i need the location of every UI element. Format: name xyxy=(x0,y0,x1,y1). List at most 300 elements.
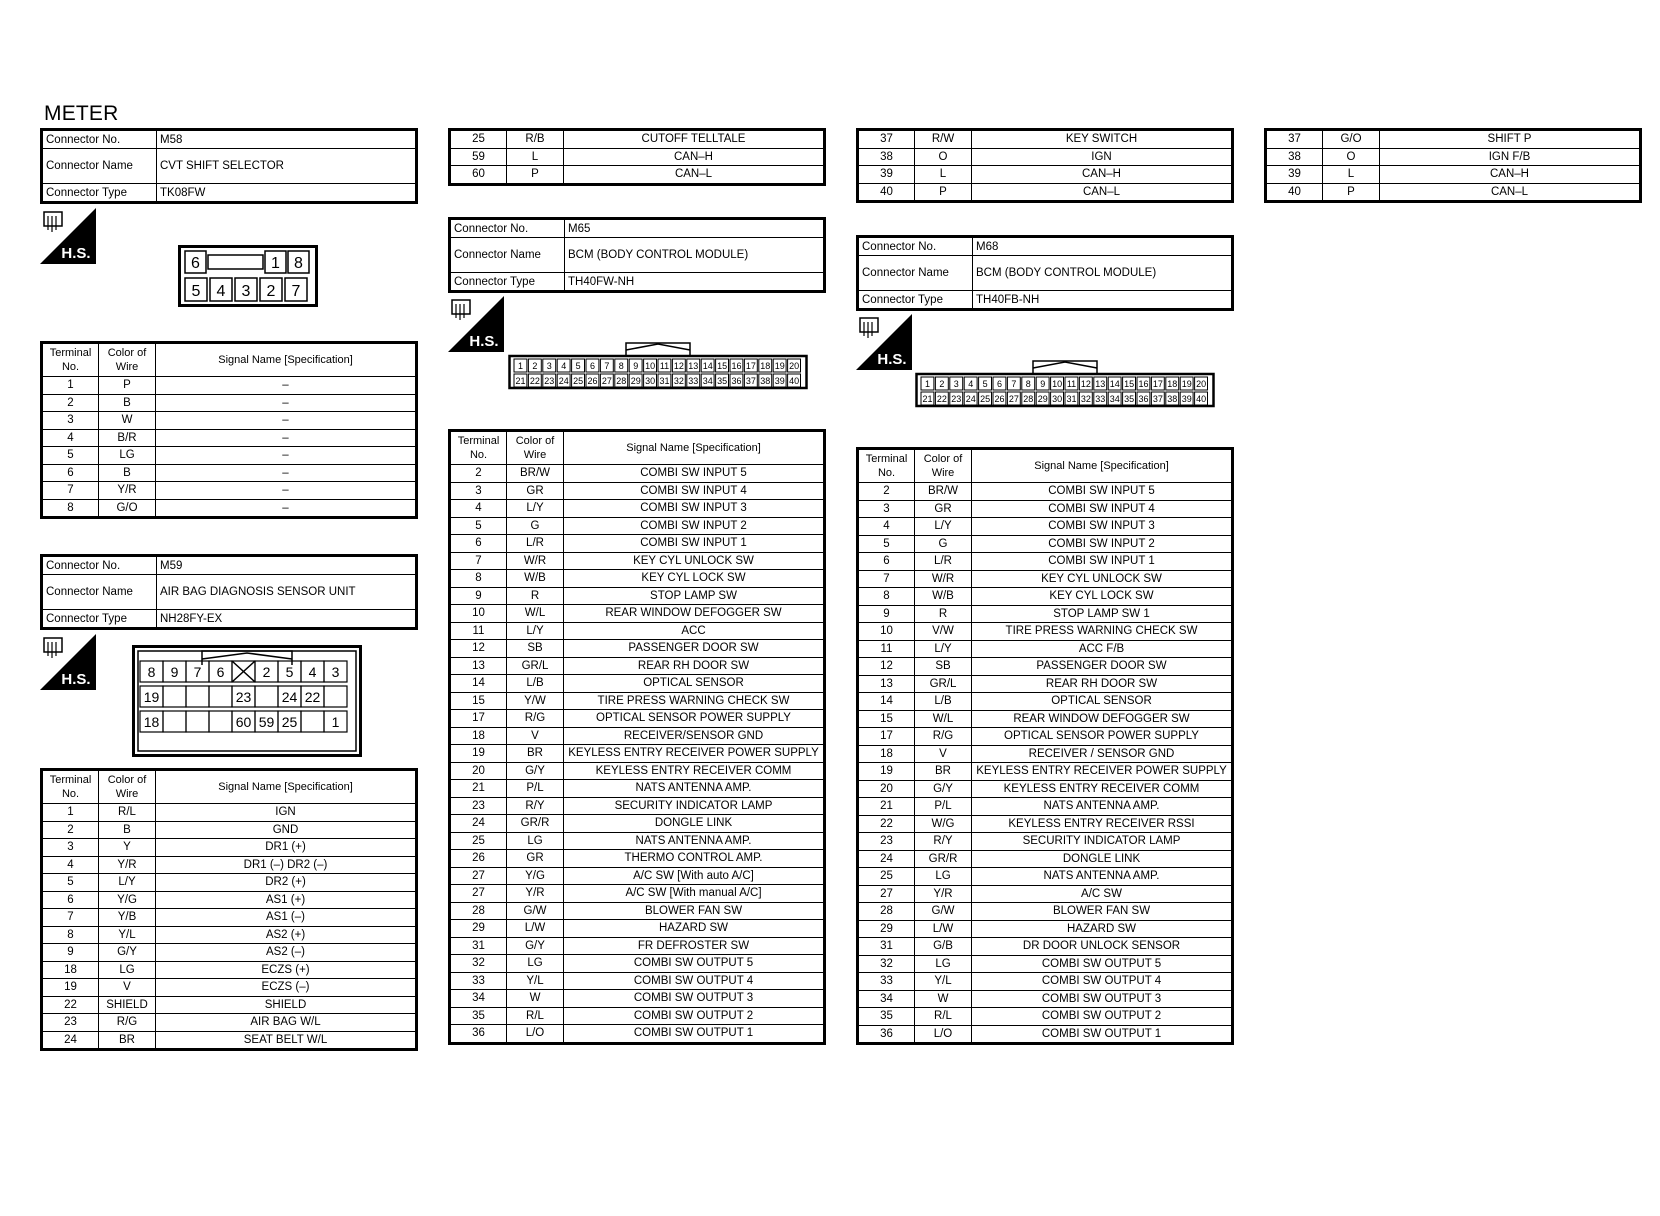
table-row xyxy=(42,961,417,979)
table-row xyxy=(450,832,825,850)
wire-color-cell: G/O xyxy=(1323,130,1380,149)
pin-label: 6 xyxy=(589,361,596,371)
m65-connector-info xyxy=(448,217,826,293)
connector-name-label: Connector Name xyxy=(858,256,973,291)
table-row xyxy=(42,482,417,500)
wire-color-cell: L/Y xyxy=(99,874,156,892)
terminal-no-cell: 4 xyxy=(450,500,507,518)
signal-name-cell: OPTICAL SENSOR xyxy=(564,675,825,693)
wire-color-cell: B/R xyxy=(99,429,156,447)
pin-label: 4 xyxy=(216,283,226,300)
wire-color-cell: GR/L xyxy=(507,657,564,675)
wire-color-cell: P xyxy=(1323,183,1380,202)
table-row xyxy=(450,482,825,500)
signal-name-cell: CAN–H xyxy=(972,166,1233,184)
m68-terminal-table-continued xyxy=(1264,128,1642,203)
pin-label: 2 xyxy=(266,283,276,300)
table-row xyxy=(858,885,1233,903)
terminal-no-cell: 25 xyxy=(858,868,915,886)
signal-name-cell: DONGLE LINK xyxy=(972,850,1233,868)
signal-name-header: Signal Name [Specification] xyxy=(564,431,825,465)
pin-label: 37 xyxy=(1152,394,1163,404)
wire-color-cell: Y/R xyxy=(99,856,156,874)
table-row xyxy=(450,517,825,535)
table-row xyxy=(1266,166,1641,184)
signal-name-cell: ACC F/B xyxy=(972,640,1233,658)
table-row xyxy=(450,166,825,185)
pin-label: 27 xyxy=(601,376,612,386)
m59-connector-info xyxy=(40,554,418,630)
signal-name-cell: THERMO CONTROL AMP. xyxy=(564,850,825,868)
wire-color-cell: LG xyxy=(915,955,972,973)
table-row xyxy=(450,1007,825,1025)
table-row xyxy=(42,839,417,857)
table-row xyxy=(450,710,825,728)
signal-name-cell: CAN–L xyxy=(564,166,825,185)
wire-color-cell: R/W xyxy=(915,130,972,149)
terminal-no-cell: 18 xyxy=(42,961,99,979)
wire-color-cell: V xyxy=(507,727,564,745)
pin-label: 37 xyxy=(745,376,756,386)
pin-label: 16 xyxy=(731,361,742,371)
wire-color-cell: L/Y xyxy=(507,500,564,518)
wire-color-cell: W/L xyxy=(507,605,564,623)
terminal-no-cell: 20 xyxy=(858,780,915,798)
pin-label: 18 xyxy=(1167,379,1178,389)
pin-label: 4 xyxy=(968,379,974,389)
wire-color-cell: L/W xyxy=(915,920,972,938)
pin-label: 5 xyxy=(285,664,294,680)
signal-name-cell: – xyxy=(156,412,417,430)
harness-side-icon xyxy=(856,314,912,370)
signal-name-cell: COMBI SW OUTPUT 5 xyxy=(564,955,825,973)
wire-color-cell: V xyxy=(99,979,156,997)
signal-name-cell: CAN–H xyxy=(564,148,825,166)
pin-label: 15 xyxy=(1124,379,1135,389)
m65-connector-face xyxy=(508,340,808,390)
terminal-no-cell: 2 xyxy=(42,394,99,412)
harness-side-icon xyxy=(40,634,96,690)
terminal-no-cell: 21 xyxy=(858,798,915,816)
table-row xyxy=(450,762,825,780)
connector-type-value: TH40FB-NH xyxy=(973,291,1233,310)
signal-name-cell: NATS ANTENNA AMP. xyxy=(564,832,825,850)
terminal-no-header: Terminal No. xyxy=(42,343,99,377)
m68-connector-info xyxy=(856,235,1234,311)
pin-label: 7 xyxy=(1011,379,1017,389)
wire-color-cell: P/L xyxy=(507,780,564,798)
connector-type-value: NH28FY-EX xyxy=(157,610,417,629)
signal-name-cell: IGN xyxy=(156,804,417,822)
wire-color-cell: R/B xyxy=(507,130,564,149)
pin-label: 30 xyxy=(645,376,656,386)
terminal-no-cell: 17 xyxy=(858,728,915,746)
table-row xyxy=(858,955,1233,973)
pin-label: 24 xyxy=(281,689,298,705)
wire-color-cell: Y/L xyxy=(915,973,972,991)
terminal-no-cell: 28 xyxy=(858,903,915,921)
pin-label: 10 xyxy=(1052,379,1063,389)
pin-label: 6 xyxy=(191,255,200,272)
terminal-no-cell: 36 xyxy=(450,1025,507,1044)
signal-name-cell: COMBI SW INPUT 2 xyxy=(564,517,825,535)
wire-color-cell: Y/R xyxy=(507,885,564,903)
signal-name-cell: STOP LAMP SW xyxy=(564,587,825,605)
signal-name-cell: KEYLESS ENTRY RECEIVER COMM xyxy=(972,780,1233,798)
terminal-no-cell: 7 xyxy=(42,909,99,927)
signal-name-cell: DR2 (+) xyxy=(156,874,417,892)
terminal-no-cell: 19 xyxy=(858,763,915,781)
wire-color-cell: BR/W xyxy=(915,483,972,501)
pin-label: 18 xyxy=(760,361,771,371)
table-row xyxy=(858,183,1233,202)
signal-name-cell: CAN–L xyxy=(1380,183,1641,202)
terminal-no-cell: 23 xyxy=(858,833,915,851)
signal-name-cell: COMBI SW OUTPUT 2 xyxy=(972,1008,1233,1026)
signal-name-cell: AS1 (+) xyxy=(156,891,417,909)
signal-name-cell: – xyxy=(156,377,417,395)
terminal-no-cell: 3 xyxy=(858,500,915,518)
wire-color-cell: GR/L xyxy=(915,675,972,693)
pin-label: 40 xyxy=(789,376,800,386)
table-row xyxy=(858,500,1233,518)
hs-label: H.S. xyxy=(877,351,907,368)
signal-name-cell: KEY CYL LOCK SW xyxy=(972,588,1233,606)
table-row xyxy=(42,874,417,892)
signal-name-cell: SHIELD xyxy=(156,996,417,1014)
pin-label: 27 xyxy=(1008,394,1019,404)
pin-label: 13 xyxy=(1095,379,1106,389)
terminal-no-cell: 23 xyxy=(42,1014,99,1032)
m65-terminal-table xyxy=(448,429,826,1045)
wire-color-cell: Y/L xyxy=(507,972,564,990)
signal-name-cell: REAR WINDOW DEFOGGER SW xyxy=(972,710,1233,728)
table-row xyxy=(450,972,825,990)
wire-color-cell: R/Y xyxy=(507,797,564,815)
pin-label: 20 xyxy=(789,361,800,371)
color-of-wire-header: Color of Wire xyxy=(507,431,564,465)
wire-color-cell: R/L xyxy=(507,1007,564,1025)
signal-name-cell: AS1 (–) xyxy=(156,909,417,927)
pin-label: 9 xyxy=(170,664,179,680)
terminal-no-cell: 14 xyxy=(450,675,507,693)
signal-name-cell: AS2 (–) xyxy=(156,944,417,962)
wire-color-cell: R/Y xyxy=(915,833,972,851)
terminal-no-cell: 38 xyxy=(858,148,915,166)
connector-no-label: Connector No. xyxy=(42,130,157,149)
signal-name-cell: CAN–H xyxy=(1380,166,1641,184)
table-row xyxy=(858,745,1233,763)
table-row xyxy=(1266,183,1641,202)
signal-name-cell: COMBI SW INPUT 3 xyxy=(564,500,825,518)
table-row xyxy=(858,833,1233,851)
pin-label: 12 xyxy=(673,361,684,371)
table-row xyxy=(858,640,1233,658)
signal-name-cell: COMBI SW INPUT 5 xyxy=(972,483,1233,501)
pin-label: 8 xyxy=(294,255,303,272)
terminal-no-cell: 59 xyxy=(450,148,507,166)
connector-type-value: TK08FW xyxy=(157,184,417,203)
terminal-no-cell: 6 xyxy=(858,553,915,571)
signal-name-cell: TIRE PRESS WARNING CHECK SW xyxy=(972,623,1233,641)
pin-label: 32 xyxy=(673,376,684,386)
pin-label: 5 xyxy=(575,361,581,371)
table-row xyxy=(858,588,1233,606)
color-of-wire-header: Color of Wire xyxy=(99,770,156,804)
signal-name-cell: KEY CYL UNLOCK SW xyxy=(564,552,825,570)
pin-label: 9 xyxy=(1040,379,1046,389)
signal-name-cell: COMBI SW INPUT 1 xyxy=(564,535,825,553)
wire-color-cell: Y/G xyxy=(99,891,156,909)
connector-name-value: AIR BAG DIAGNOSIS SENSOR UNIT xyxy=(157,575,417,610)
table-row xyxy=(858,798,1233,816)
signal-name-cell: TIRE PRESS WARNING CHECK SW xyxy=(564,692,825,710)
wire-color-cell: L/B xyxy=(507,675,564,693)
wire-color-cell: L/O xyxy=(915,1025,972,1044)
connector-name-value: BCM (BODY CONTROL MODULE) xyxy=(973,256,1233,291)
table-row xyxy=(858,850,1233,868)
terminal-no-cell: 20 xyxy=(450,762,507,780)
pin-label: 39 xyxy=(774,376,785,386)
table-row xyxy=(450,587,825,605)
terminal-no-cell: 8 xyxy=(858,588,915,606)
wire-color-cell: LG xyxy=(99,961,156,979)
pin-label: 6 xyxy=(996,379,1003,389)
table-row xyxy=(450,675,825,693)
terminal-no-cell: 37 xyxy=(1266,130,1323,149)
pin-label: 11 xyxy=(659,361,670,371)
pin-label: 25 xyxy=(980,394,991,404)
terminal-no-cell: 39 xyxy=(858,166,915,184)
signal-name-cell: SEAT BELT W/L xyxy=(156,1031,417,1050)
signal-name-cell: COMBI SW INPUT 1 xyxy=(972,553,1233,571)
table-row xyxy=(858,780,1233,798)
table-row xyxy=(42,856,417,874)
signal-name-cell: IGN xyxy=(972,148,1233,166)
table-row xyxy=(450,535,825,553)
connector-no-value: M65 xyxy=(565,219,825,238)
signal-name-cell: NATS ANTENNA AMP. xyxy=(972,798,1233,816)
table-row xyxy=(858,728,1233,746)
table-row xyxy=(858,903,1233,921)
signal-name-cell: PASSENGER DOOR SW xyxy=(564,640,825,658)
pin-label: 22 xyxy=(529,376,540,386)
terminal-no-cell: 6 xyxy=(42,464,99,482)
terminal-no-cell: 13 xyxy=(858,675,915,693)
terminal-no-cell: 4 xyxy=(42,429,99,447)
terminal-no-cell: 27 xyxy=(450,867,507,885)
wire-color-cell: GR xyxy=(507,482,564,500)
wire-color-cell: G/W xyxy=(915,903,972,921)
table-row xyxy=(450,955,825,973)
connector-name-label: Connector Name xyxy=(42,149,157,184)
wire-color-cell: Y/G xyxy=(507,867,564,885)
wire-color-cell: G xyxy=(507,517,564,535)
pin-label: 3 xyxy=(546,361,552,371)
table-row xyxy=(858,658,1233,676)
terminal-no-cell: 15 xyxy=(858,710,915,728)
pin-label: 16 xyxy=(1138,379,1149,389)
pin-label: 2 xyxy=(939,379,945,389)
signal-name-cell: COMBI SW INPUT 3 xyxy=(972,518,1233,536)
connector-no-value: M59 xyxy=(157,556,417,575)
signal-name-cell: ECZS (–) xyxy=(156,979,417,997)
wire-color-cell: P xyxy=(915,183,972,202)
terminal-no-cell: 10 xyxy=(858,623,915,641)
connector-no-value: M68 xyxy=(973,237,1233,256)
pin-label: 35 xyxy=(1124,394,1135,404)
signal-name-cell: ACC xyxy=(564,622,825,640)
signal-name-cell: NATS ANTENNA AMP. xyxy=(564,780,825,798)
signal-name-cell: KEY CYL LOCK SW xyxy=(564,570,825,588)
wire-color-cell: R/G xyxy=(99,1014,156,1032)
signal-name-cell: STOP LAMP SW 1 xyxy=(972,605,1233,623)
connector-no-label: Connector No. xyxy=(42,556,157,575)
wire-color-cell: R/L xyxy=(915,1008,972,1026)
m59-connector-face xyxy=(132,645,362,757)
pin-label: 32 xyxy=(1080,394,1091,404)
wire-color-cell: L xyxy=(915,166,972,184)
wire-color-cell: SB xyxy=(507,640,564,658)
pin-label: 34 xyxy=(1109,394,1120,404)
wire-color-cell: B xyxy=(99,464,156,482)
table-row xyxy=(450,727,825,745)
terminal-no-cell: 34 xyxy=(450,990,507,1008)
pin-label: 3 xyxy=(953,379,959,389)
wire-color-cell: G/Y xyxy=(99,944,156,962)
m68-terminal-table xyxy=(856,447,1234,1045)
table-row xyxy=(858,148,1233,166)
pin-label: 34 xyxy=(702,376,713,386)
terminal-no-cell: 18 xyxy=(450,727,507,745)
table-row xyxy=(858,1008,1233,1026)
wire-color-cell: G/W xyxy=(507,902,564,920)
pin-label: 39 xyxy=(1181,394,1192,404)
pin-label: 21 xyxy=(922,394,933,404)
table-row xyxy=(450,500,825,518)
pin-label: 26 xyxy=(587,376,598,386)
pin-label: 4 xyxy=(561,361,567,371)
pin-label: 1 xyxy=(271,255,280,272)
m59-terminal-table-continued xyxy=(448,128,826,186)
wire-color-cell: R xyxy=(915,605,972,623)
table-row xyxy=(450,850,825,868)
connector-name-label: Connector Name xyxy=(450,238,565,273)
signal-name-cell: – xyxy=(156,447,417,465)
wire-color-cell: BR xyxy=(99,1031,156,1050)
terminal-no-cell: 6 xyxy=(42,891,99,909)
signal-name-cell: CUTOFF TELLTALE xyxy=(564,130,825,149)
pin-label: 14 xyxy=(702,361,713,371)
connector-type-label: Connector Type xyxy=(42,184,157,203)
table-row xyxy=(858,693,1233,711)
table-row xyxy=(42,464,417,482)
terminal-no-cell: 22 xyxy=(858,815,915,833)
pin-label: 21 xyxy=(515,376,526,386)
signal-name-cell: COMBI SW OUTPUT 4 xyxy=(564,972,825,990)
wire-color-cell: V xyxy=(915,745,972,763)
terminal-no-header: Terminal No. xyxy=(42,770,99,804)
pin-label: 3 xyxy=(331,664,340,680)
table-row xyxy=(858,166,1233,184)
terminal-no-cell: 60 xyxy=(450,166,507,185)
signal-name-cell: COMBI SW OUTPUT 1 xyxy=(564,1025,825,1044)
table-row xyxy=(42,996,417,1014)
wire-color-cell: L xyxy=(507,148,564,166)
wire-color-cell: LG xyxy=(915,868,972,886)
signal-name-cell: – xyxy=(156,429,417,447)
connector-type-label: Connector Type xyxy=(42,610,157,629)
table-row xyxy=(450,937,825,955)
wire-color-cell: W xyxy=(507,990,564,1008)
terminal-no-cell: 38 xyxy=(1266,148,1323,166)
table-row xyxy=(450,552,825,570)
wire-color-cell: W/G xyxy=(915,815,972,833)
table-row xyxy=(450,657,825,675)
pin-label: 3 xyxy=(241,283,251,300)
wire-color-cell: R/G xyxy=(915,728,972,746)
table-row xyxy=(450,780,825,798)
terminal-no-cell: 26 xyxy=(450,850,507,868)
terminal-no-cell: 5 xyxy=(858,535,915,553)
signal-name-cell: RECEIVER/SENSOR GND xyxy=(564,727,825,745)
signal-name-cell: COMBI SW OUTPUT 4 xyxy=(972,973,1233,991)
terminal-no-cell: 40 xyxy=(1266,183,1323,202)
signal-name-header: Signal Name [Specification] xyxy=(156,343,417,377)
signal-name-cell: KEYLESS ENTRY RECEIVER POWER SUPPLY xyxy=(972,763,1233,781)
signal-name-cell: COMBI SW OUTPUT 3 xyxy=(972,990,1233,1008)
signal-name-cell: KEYLESS ENTRY RECEIVER POWER SUPPLY xyxy=(564,745,825,763)
pin-cell xyxy=(301,711,324,732)
terminal-no-cell: 12 xyxy=(450,640,507,658)
pin-label: 23 xyxy=(544,376,555,386)
table-row xyxy=(858,605,1233,623)
wire-color-cell: W xyxy=(915,990,972,1008)
signal-name-cell: – xyxy=(156,464,417,482)
pin-label: 1 xyxy=(331,714,340,730)
signal-name-cell: AIR BAG W/L xyxy=(156,1014,417,1032)
table-row xyxy=(450,605,825,623)
wire-color-cell: BR xyxy=(507,745,564,763)
table-row xyxy=(858,710,1233,728)
terminal-no-cell: 33 xyxy=(450,972,507,990)
wire-color-cell: B xyxy=(99,821,156,839)
table-row xyxy=(450,885,825,903)
signal-name-cell: CAN–L xyxy=(972,183,1233,202)
wire-color-cell: W/R xyxy=(915,570,972,588)
terminal-no-cell: 19 xyxy=(450,745,507,763)
table-row xyxy=(858,130,1233,149)
m58-terminal-table xyxy=(40,341,418,519)
m59-terminal-table xyxy=(40,768,418,1051)
terminal-no-cell: 3 xyxy=(42,839,99,857)
signal-name-cell: – xyxy=(156,482,417,500)
table-row xyxy=(42,891,417,909)
terminal-no-cell: 29 xyxy=(858,920,915,938)
connector-no-value: M58 xyxy=(157,130,417,149)
signal-name-cell: KEY SWITCH xyxy=(972,130,1233,149)
signal-name-cell: REAR WINDOW DEFOGGER SW xyxy=(564,605,825,623)
pin-label: 31 xyxy=(659,376,670,386)
page-title: METER xyxy=(44,102,119,125)
wire-color-cell: L/B xyxy=(915,693,972,711)
pin-cell xyxy=(209,686,232,707)
pin-label: 19 xyxy=(1181,379,1192,389)
terminal-no-cell: 5 xyxy=(450,517,507,535)
hs-label: H.S. xyxy=(469,333,499,350)
terminal-no-cell: 24 xyxy=(42,1031,99,1050)
wire-color-cell: GR/R xyxy=(507,815,564,833)
